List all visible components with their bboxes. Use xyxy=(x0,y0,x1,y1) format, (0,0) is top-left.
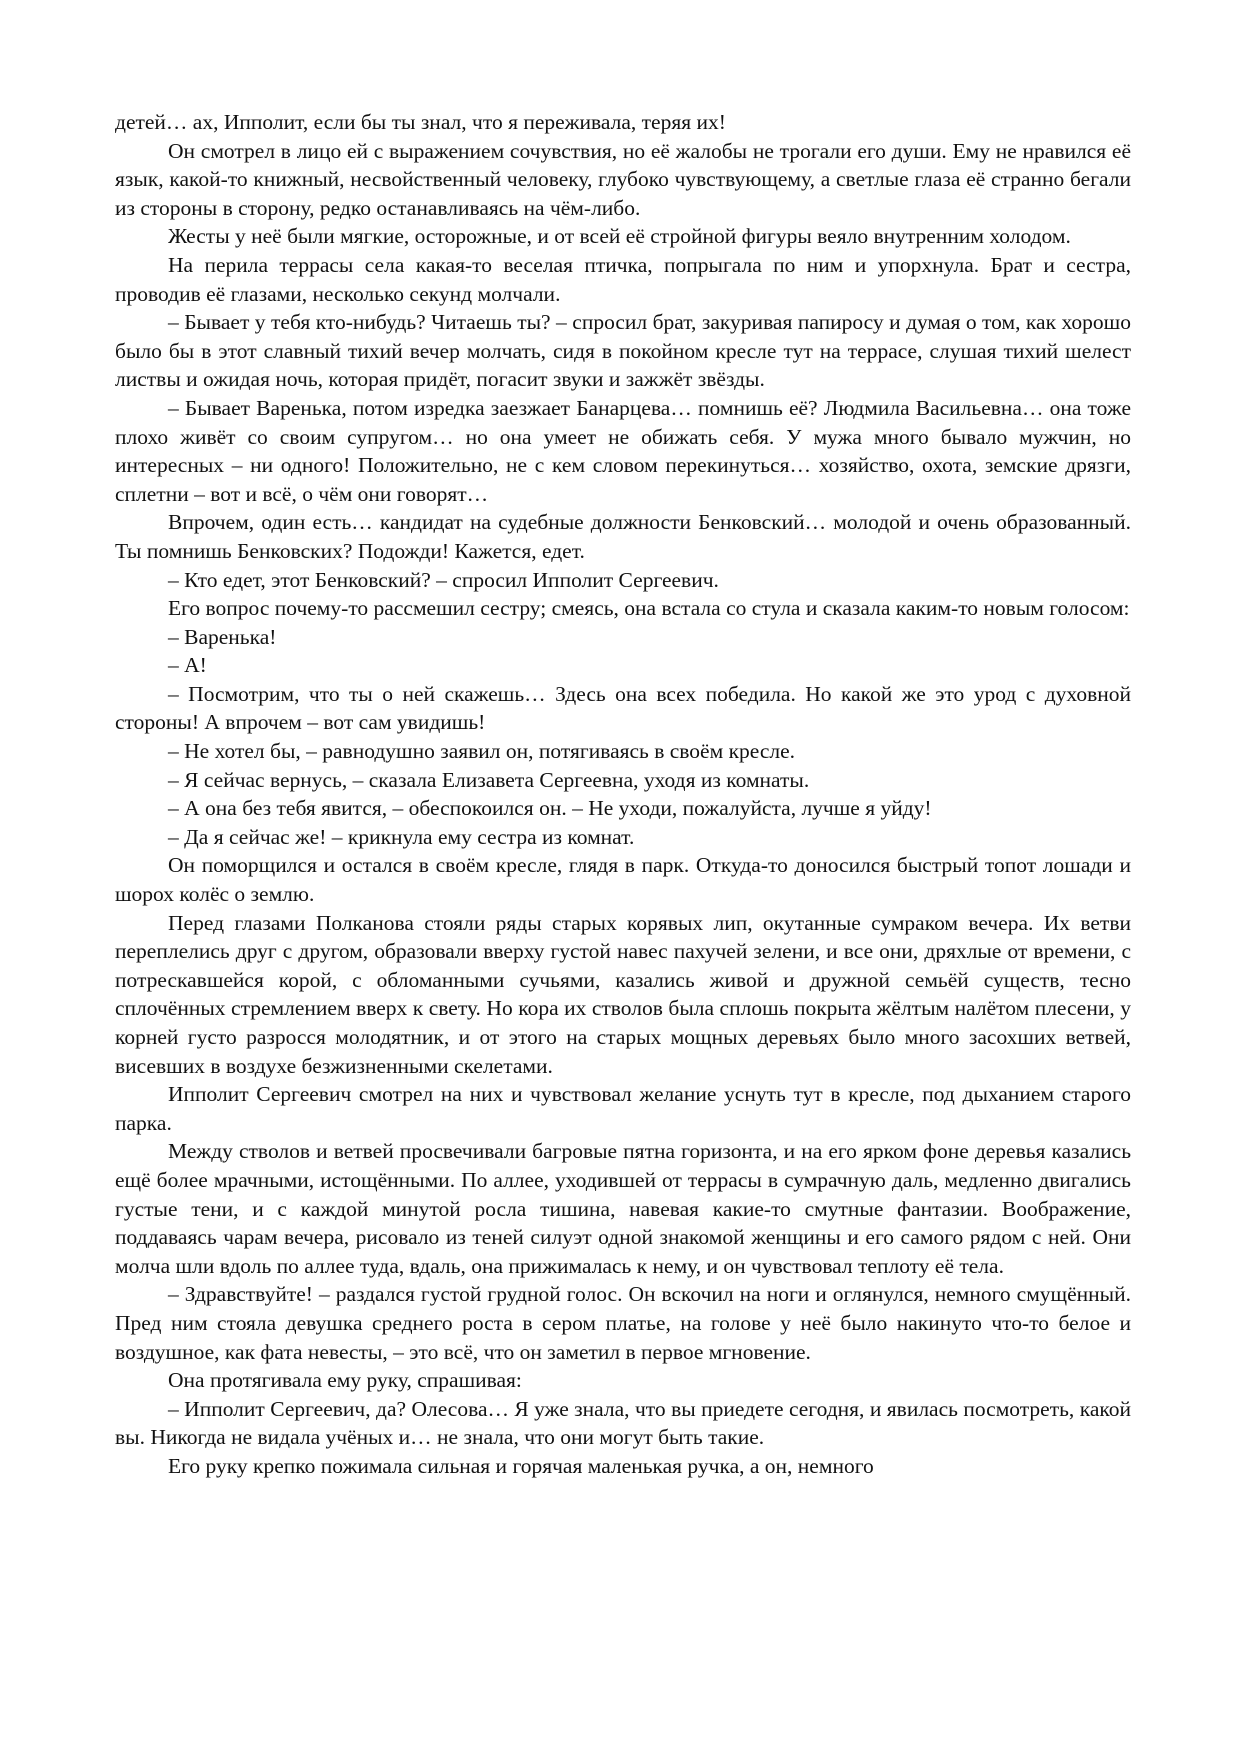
paragraph: – Здравствуйте! – раздался густой грудной голос. Он вскочил на ноги и оглянулся, немного смущённый. Пред ним стояла девушка среднего роста в сером платье, на голове у неё было накинуто что-то белое и воздушное, как фата невесты, – это всё, что он заметил в первое мгновение. xyxy=(115,1282,1131,1364)
paragraph: – Варенька! xyxy=(168,624,277,649)
document-page xyxy=(115,108,1131,1481)
paragraph: Перед глазами Полканова стояли ряды старых корявых лип, окутанные сумраком вечера. Их ветви переплелись друг с другом, образовали вверху густой навес пахучей зелени, и все они, дряхлые от времени, с потрескавшейся корой, с обломанными сучьями, казались живой и дружной семьёй существ, тесно сплочённых стремлением вверх к свету. Но кора их стволов была сплошь покрыта жёлтым налётом плесени, у корней густо разросся молодятник, и от этого на старых мощных деревьях было много засохших ветвей, висевших в воздухе безжизненными скелетами. xyxy=(115,910,1131,1078)
paragraph: – Не хотел бы, – равнодушно заявил он, потягиваясь в своём кресле. xyxy=(168,739,796,764)
paragraph: – Бывает у тебя кто-нибудь? Читаешь ты? – спросил брат, закуривая папиросу и думая о том, как хорошо было бы в этот славный тихий вечер молчать, сидя в покойном кресле тут на террасе, слушая тихий шелест листвы и ожидая ночь, которая придёт, погасит звуки и зажжёт звёзды. xyxy=(115,310,1131,392)
paragraph: На перила террасы села какая-то веселая птичка, попрыгала по ним и упорхнула. Брат и сестра, проводив её глазами, несколько секунд молчали. xyxy=(115,252,1131,306)
paragraph: Между стволов и ветвей просвечивали багровые пятна горизонта, и на его ярком фоне деревья казались ещё более мрачными, истощёнными. По аллее, уходившей от террасы в сумрачную даль, медленно двигались густые тени, и с каждой минутой росла тишина, навевая какие-то смутные фантазии. Воображение, поддаваясь чарам вечера, рисовало из теней силуэт одной знакомой женщины и его самого рядом с ней. Они молча шли вдоль по аллее туда, вдаль, она прижималась к нему, и он чувствовал теплоту её тела. xyxy=(115,1139,1131,1278)
paragraph: Впрочем, один есть… кандидат на судебные должности Бенковский… молодой и очень образованный. Ты помнишь Бенковских? Подожди! Кажется, едет. xyxy=(115,510,1131,563)
paragraph: Она протягивала ему руку, спрашивая: xyxy=(168,1368,522,1393)
paragraph: – Ипполит Сергеевич, да? Олесова… Я уже знала, что вы приедете сегодня, и явилась посмотреть, какой вы. Никогда не видала учёных и… не знала, что они могут быть такие. xyxy=(115,1396,1131,1450)
paragraph: детей… ах, Ипполит, если бы ты знал, что я переживала, теряя их! xyxy=(115,110,726,134)
paragraph: Его руку крепко пожимала сильная и горячая маленькая ручка, а он, немного xyxy=(168,1453,874,1478)
paragraph: – Да я сейчас же! – крикнула ему сестра из комнат. xyxy=(168,824,635,849)
paragraph: – А она без тебя явится, – обеспокоился он. – Не уходи, пожалуйста, лучше я уйду! xyxy=(168,796,932,821)
paragraph: – Я сейчас вернусь, – сказала Елизавета Сергеевна, уходя из комнаты. xyxy=(168,767,810,792)
paragraph: Жесты у неё были мягкие, осторожные, и от всей её стройной фигуры веяло внутренним холодом. xyxy=(168,224,1071,249)
paragraph: Ипполит Сергеевич смотрел на них и чувствовал желание уснуть тут в кресле, под дыханием старого парка. xyxy=(115,1082,1131,1135)
paragraph: – Посмотрим, что ты о ней скажешь… Здесь она всех победила. Но какой же это урод с духовной стороны! А впрочем – вот сам увидишь! xyxy=(115,681,1131,735)
paragraph: Его вопрос почему-то рассмешил сестру; смеясь, она встала со стула и сказала каким-то новым голосом: xyxy=(168,596,1130,621)
paragraph: – А! xyxy=(168,653,207,678)
paragraph: – Бывает Варенька, потом изредка заезжает Банарцева… помнишь её? Людмила Васильевна… она тоже плохо живёт со своим супругом… но она умеет не обижать себя. У мужа много бывало мужчин, но интересных – ни одного! Положительно, не с кем словом перекинуться… хозяйство, охота, земские дрязги, сплетни – вот и всё, о чём они говорят… xyxy=(115,395,1131,506)
paragraph: Он смотрел в лицо ей с выражением сочувствия, но её жалобы не трогали его души. Ему не нравился её язык, какой-то книжный, несвойственный человеку, глубоко чувствующему, а светлые глаза её странно бегали из стороны в сторону, редко останавливаясь на чём-либо. xyxy=(115,138,1131,220)
paragraph: – Кто едет, этот Бенковский? – спросил Ипполит Сергеевич. xyxy=(168,567,719,592)
paragraph: Он поморщился и остался в своём кресле, глядя в парк. Откуда-то доносился быстрый топот лошади и шорох колёс о землю. xyxy=(115,853,1131,907)
